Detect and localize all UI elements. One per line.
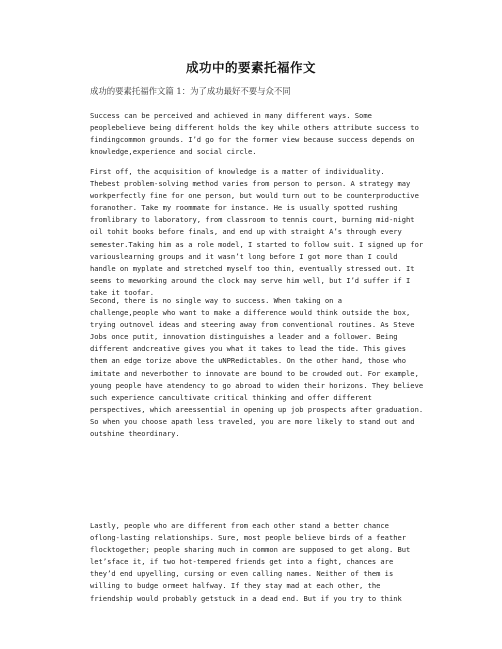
text-line: peoplebelieve being different holds the key while others attribute success to (90, 123, 419, 133)
text-line: imitate and neverbother to innovate are bound to be crowded out. For example, (90, 368, 419, 378)
text-line: friendship would probably getstuck in a dead end. But if you try to think (90, 593, 402, 603)
text-line: fromlibrary to laboratory, from classroom to tennis court, burning mid-night (90, 215, 415, 225)
text-line: perspectives, which areessential in opening up job prospects after graduation. (90, 404, 424, 414)
text-line: challenge,people who want to make a difference would think outside the box, (90, 308, 411, 318)
document-subtitle: 成功的要素托福作文篇 1：为了成功最好不要与众不同 (90, 86, 291, 96)
text-line: workperfectly fine for one person, but would turn out to be counterproductive (90, 191, 419, 201)
text-line: different andcreative gives you what it takes to lead the tide. This gives (90, 344, 407, 354)
text-line: outshine theordinary. (90, 429, 180, 439)
text-line: Second, there is no single way to success. When taking on a (90, 296, 342, 305)
text-line: they’d end upyelling, cursing or even calling names. Neither of them is (90, 569, 394, 579)
text-line: oflong-lasting relationships. Sure, most people believe birds of a feather (90, 533, 407, 543)
text-line: Lastly, people who are different from each other stand a better chance (90, 521, 389, 530)
text-line: So when you choose apath less traveled, you are more likely to stand out and (90, 416, 415, 426)
text-line: such experience cancultivate critical thinking and offer different (90, 392, 372, 402)
text-line: Thebest problem-solving method varies from person to person. A strategy may (90, 179, 411, 189)
text-line: variouslearning groups and it wasn’t long before I got more than I could (90, 251, 398, 261)
text-line: young people have atendency to go abroad to widen their horizons. They believe (90, 380, 424, 390)
text-line: trying outnovel ideas and steering away from conventional routines. As Steve (90, 320, 415, 330)
text-line: Jobs once putit, innovation distinguishes a leader and a follower. Being (90, 332, 398, 342)
text-line: seems to meworking around the clock may serve him well, but I’d suffer if I (90, 275, 411, 285)
text-line: foranother. Take my roommate for instance. He is usually spotted rushing (90, 203, 398, 213)
text-line: knowledge,experience and social circle. (90, 147, 257, 157)
text-line: take it toofar. (90, 287, 155, 297)
text-line: First off, the acquisition of knowledge is a matter of individuality. (90, 167, 385, 176)
text-line: willing to budge ormeet halfway. If they stay mad at each other, the (90, 581, 381, 591)
paragraph-3 (90, 295, 430, 440)
text-line: findingcommon grounds. I’d go for the former view because success depends on (90, 135, 415, 145)
text-line: handle on myplate and stretched myself too thin, eventually stressed out. It (90, 263, 415, 273)
document-title: 成功中的要素托福作文 (185, 60, 316, 75)
paragraph-4 (90, 520, 430, 605)
text-line: semester.Taking him as a role model, I started to follow suit. I signed up for (90, 239, 424, 249)
text-line: them an edge torize above the uNPRedictables. On the other hand, those who (90, 356, 407, 366)
paragraph-2 (90, 166, 430, 299)
text-line: flocktogether; people sharing much in common are supposed to get along. But (90, 545, 411, 555)
paragraph-1 (90, 110, 430, 158)
text-line: let’sface it, if two hot-tempered friends get into a fight, chances are (90, 557, 394, 567)
text-line: Success can be perceived and achieved in many different ways. Some (90, 111, 372, 120)
text-line: oil tohit books before finals, and end up with straight A’s through every (90, 227, 402, 237)
